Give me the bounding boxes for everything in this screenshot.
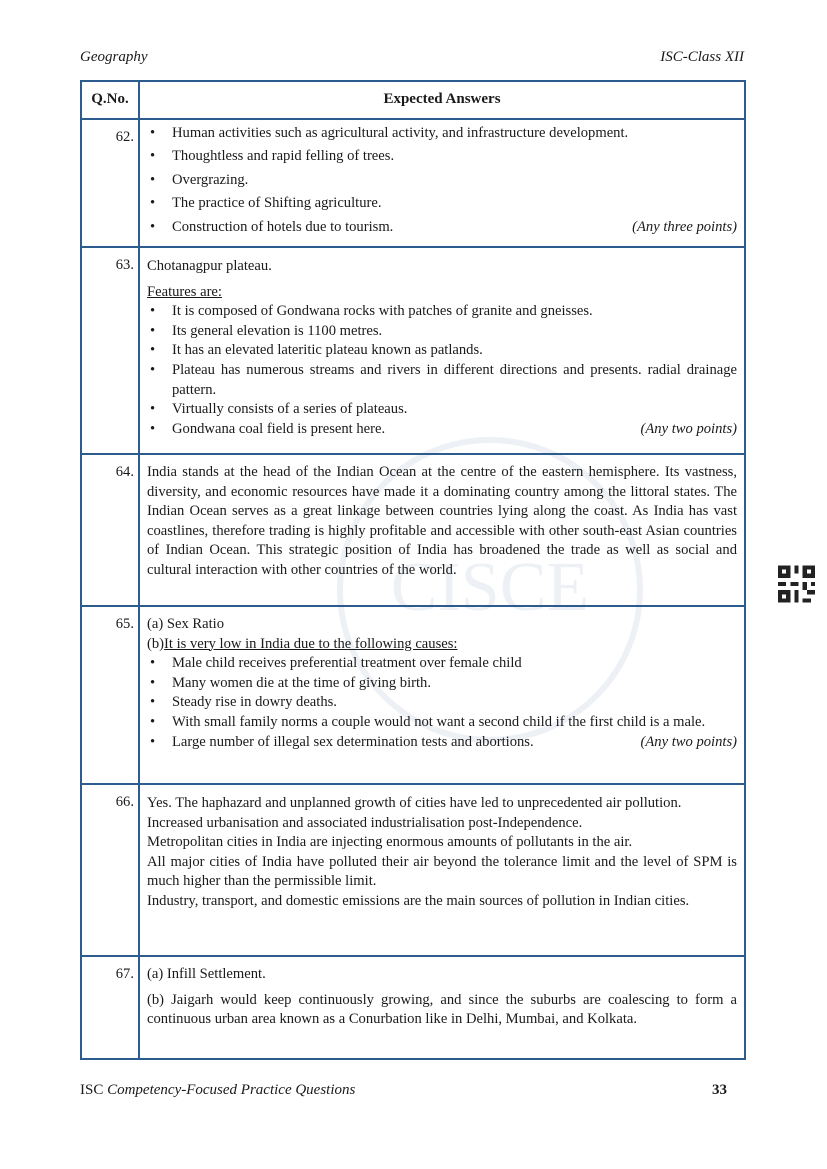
marking-note: • (Any three points)	[632, 218, 737, 235]
list-item: • With small family norms a couple would not want a second child if the first child is a male.	[147, 713, 737, 733]
answer-text: Metropolitan cities in India are injecting enormous amounts of pollutants in the air.	[147, 834, 633, 851]
table-header-row	[81, 81, 745, 119]
page-number: 33	[712, 1082, 727, 1098]
question-number: 63.	[81, 247, 139, 454]
table-row	[81, 956, 745, 1059]
header-class: ISC-Class XII	[660, 49, 744, 65]
list-item: • Human activities such as agricultural activity, and infrastructure development.	[147, 122, 737, 145]
answer-part-b: (b) Jaigarh would keep continuously growing, and since the suburbs are coalescing to form a continuous urban area known as a Conurbation like in Delhi, Mumbai, and Kolkata.	[147, 991, 737, 1028]
answer-text: All major cities of India have polluted their air beyond the tolerance limit and the level of SPM is much higher than the permissible limit.	[147, 853, 737, 890]
answers-header: Expected Answers	[139, 81, 745, 119]
list-item: • Its general elevation is 1100 metres.	[147, 322, 737, 342]
table-row	[81, 247, 745, 454]
footer-prefix: ISC	[80, 1082, 104, 1098]
table-row	[81, 119, 745, 247]
answer-text: Increased urbanisation and associated industrialisation post-Independence.	[147, 814, 583, 831]
features-heading: Features are:	[147, 283, 222, 300]
answer-part-a: (a) Sex Ratio	[147, 616, 225, 632]
answer-part-a: (a) Infill Settlement.	[147, 966, 266, 982]
list-item: • Male child receives preferential treatment over female child	[147, 654, 737, 674]
answers-table	[80, 80, 746, 1060]
marking-note: • (Any two points)	[640, 420, 737, 437]
list-item: • Virtually consists of a series of plateaus.	[147, 400, 737, 420]
watermark-text: CISCE	[390, 549, 590, 626]
question-number: 65.	[81, 606, 139, 784]
question-number: 62.	[81, 119, 139, 247]
answer-text: Yes. The haphazard and unplanned growth of cities have led to unprecedented air pollution.	[147, 795, 682, 811]
table-row	[81, 606, 745, 784]
question-number: 66.	[81, 784, 139, 956]
list-item: • It is composed of Gondwana rocks with patches of granite and gneisses.	[147, 302, 737, 322]
list-item: Gondwana coal field is present here.	[172, 420, 386, 437]
table-row	[81, 784, 745, 956]
answer-text: Industry, transport, and domestic emissions are the main sources of pollution in Indian cities.	[147, 892, 690, 909]
table-row	[81, 454, 745, 606]
header-subject: Geography	[80, 49, 148, 65]
question-number: 67.	[81, 956, 139, 1059]
qno-header: Q.No.	[81, 81, 139, 119]
list-item: Large number of illegal sex determination tests and abortions.	[172, 733, 534, 750]
answer-text: India stands at the head of the Indian Ocean at the centre of the eastern hemisphere. Its vastness, diversity, and economic resources have made it a dominating country among the littoral states. The Indian Ocean serves as a great linkage between countries lying along the coast. As India has vast coastlines, therefore trading is highly profitable and accessible with other south-east Asian countries of Indian Ocean. This strategic position of India has broadened the trade as well as social and cultural interaction with other countries of the world.	[147, 464, 737, 578]
list-item: • Overgrazing.	[147, 169, 737, 192]
list-item: • Many women die at the time of giving birth.	[147, 674, 737, 694]
list-item: • Plateau has numerous streams and rivers in different directions and presents. radial drainage pattern.	[147, 361, 737, 400]
footer-title-text: Competency-Focused Practice Questions	[107, 1082, 356, 1098]
marking-note: • (Any two points)	[640, 733, 737, 750]
answer-text: Chotanagpur plateau.	[147, 258, 272, 274]
answer-part-b: It is very low in India due to the following causes:	[164, 635, 458, 652]
list-item: • The practice of Shifting agriculture.	[147, 192, 737, 215]
part-b-label: (b)	[147, 635, 165, 652]
list-item: • It has an elevated lateritic plateau known as patlands.	[147, 341, 737, 361]
qr-code-icon[interactable]	[778, 565, 815, 603]
list-item: • Steady rise in dowry deaths.	[147, 693, 737, 713]
list-item: • Thoughtless and rapid felling of trees.	[147, 145, 737, 168]
footer-title	[80, 1082, 355, 1099]
list-item: Construction of hotels due to tourism.	[172, 218, 394, 235]
question-number: 64.	[81, 454, 139, 606]
